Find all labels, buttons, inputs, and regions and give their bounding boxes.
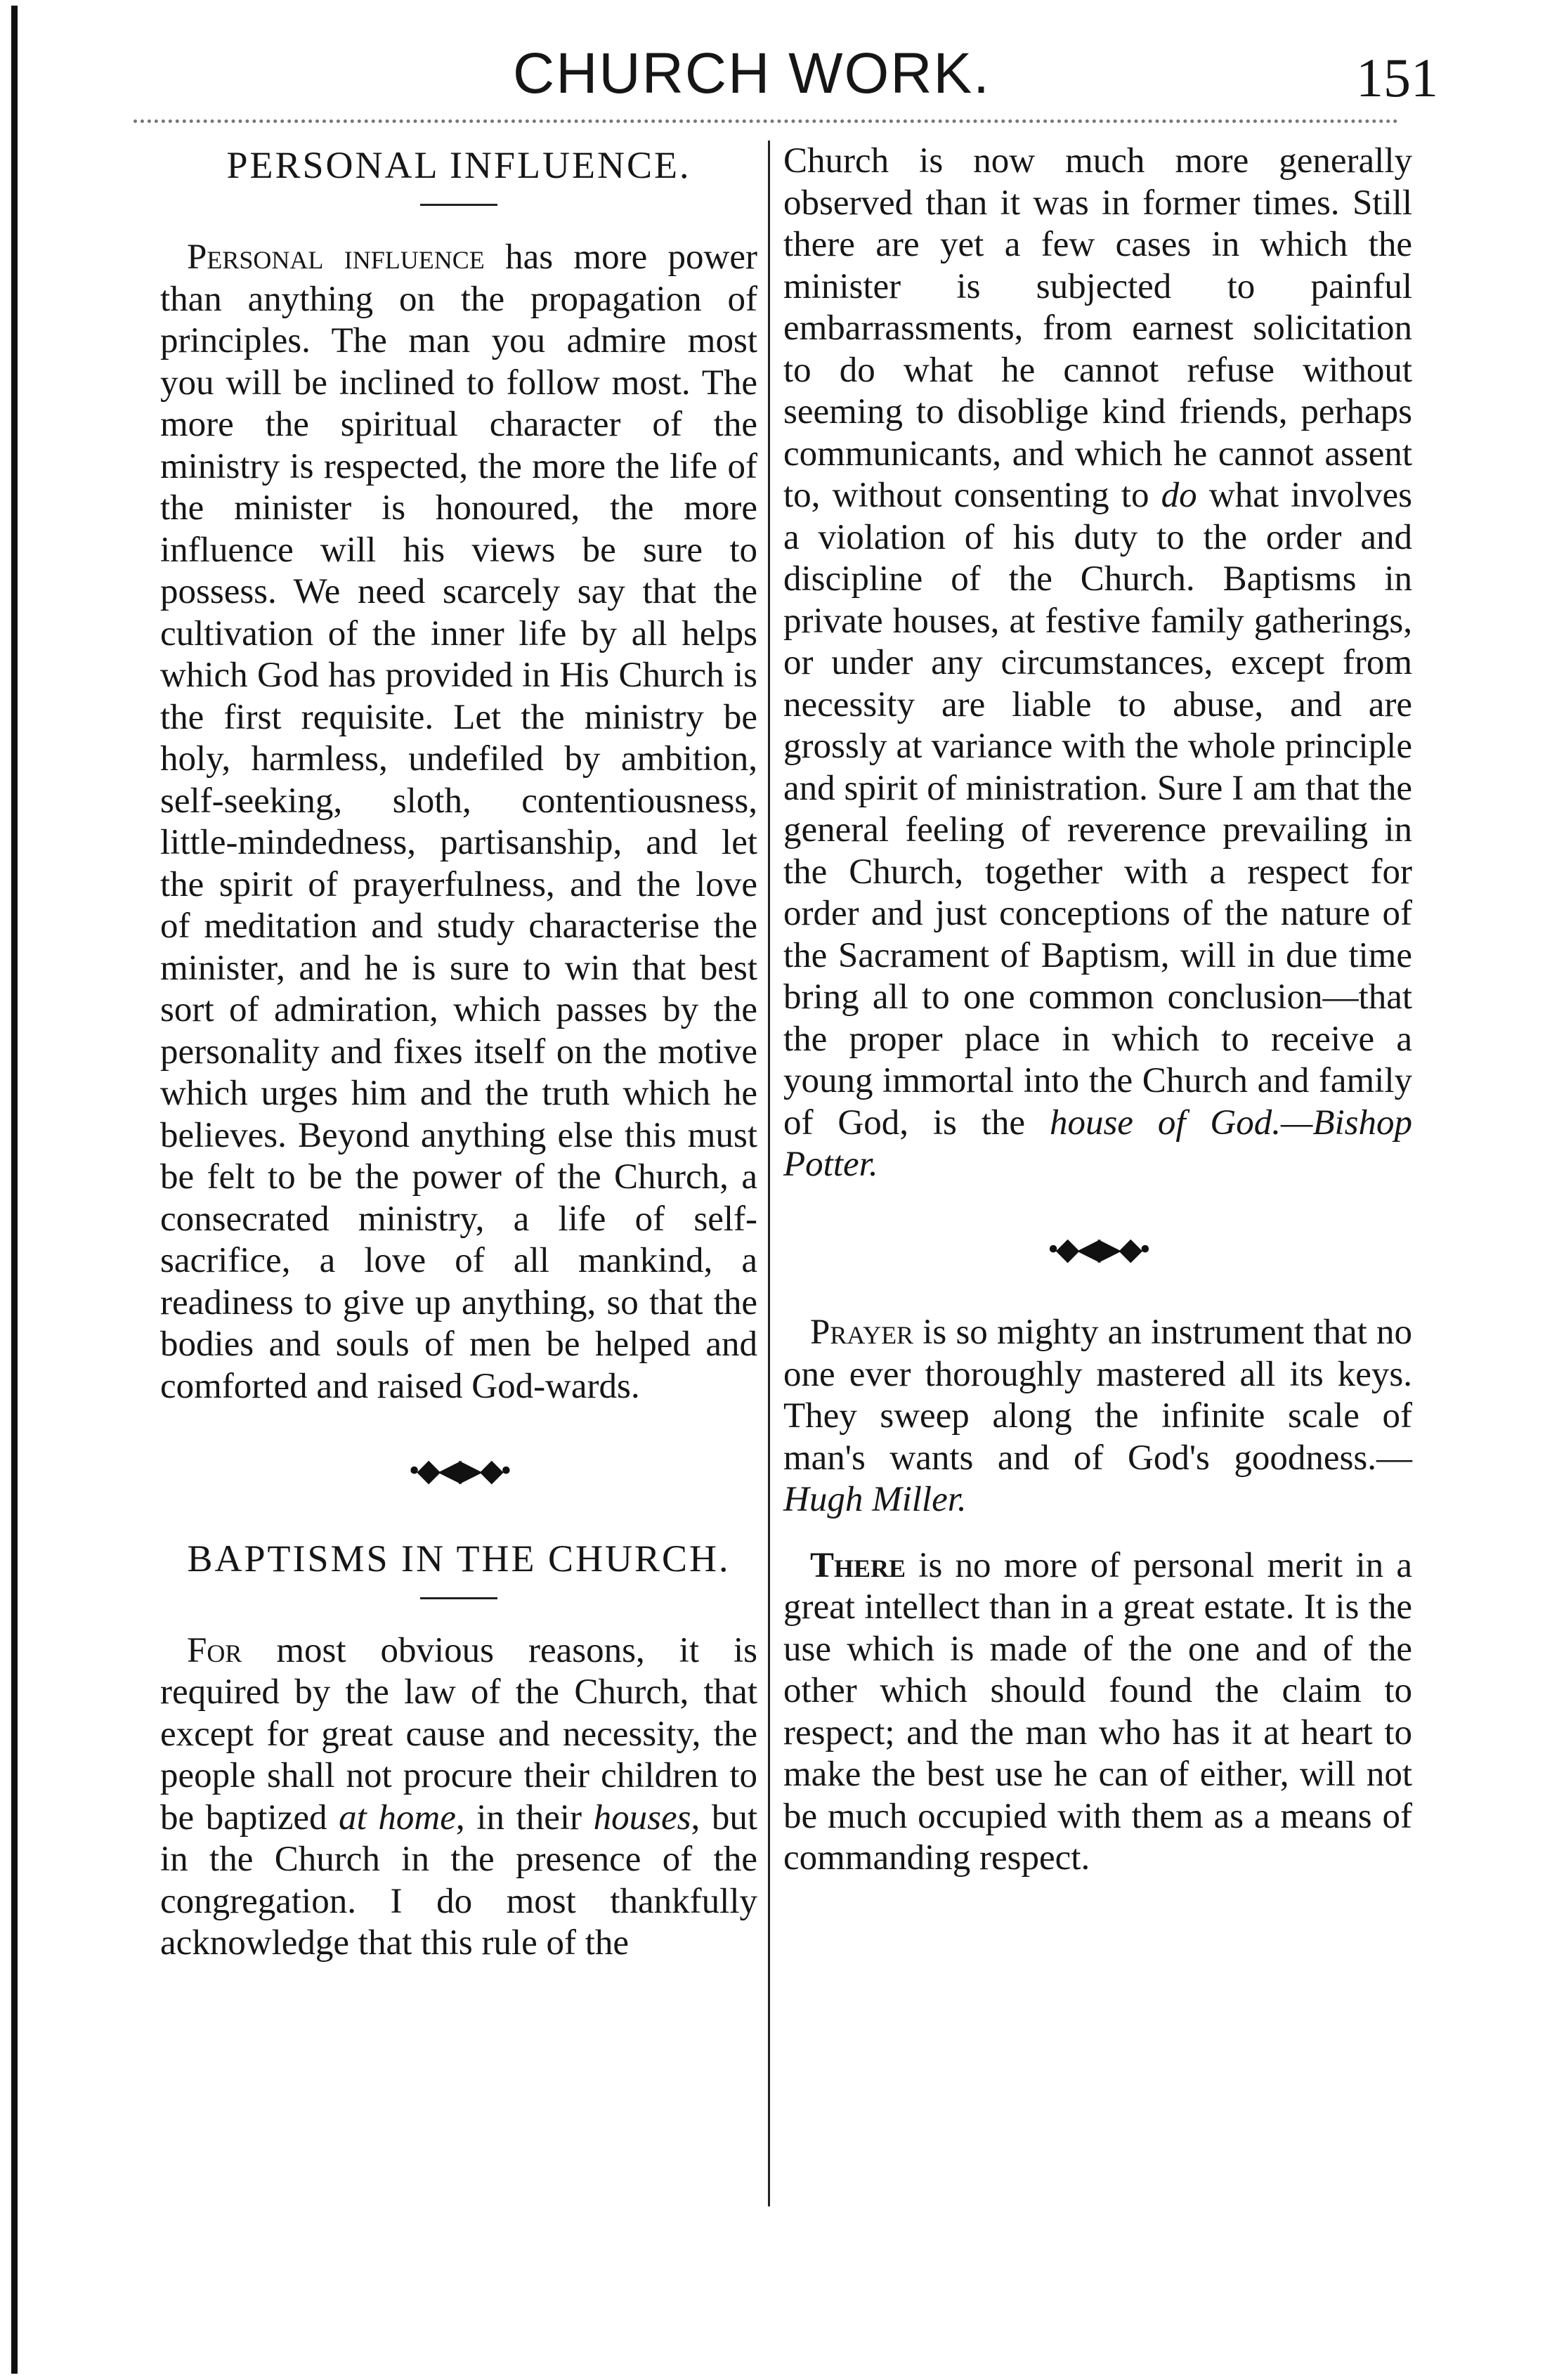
spacer	[783, 1521, 1412, 1545]
body-text: most obvious reasons, it is required by the law of the Church, that except for great cause and necessity, the people shall not procure their children to be baptized	[160, 1630, 758, 1838]
ornament-divider: •◆◀▶◆•	[1048, 1231, 1148, 1266]
title-rule	[420, 1597, 497, 1599]
article-title-baptisms: BAPTISMS IN THE CHURCH.	[187, 1537, 731, 1580]
lead-words: There	[810, 1545, 906, 1585]
attribution: .—Bishop Potter.	[783, 1103, 1412, 1184]
article-title-personal-influence: PERSONAL INFLUENCE.	[226, 144, 691, 186]
lead-words: For	[187, 1630, 242, 1670]
body-text: is so mighty an instrument that no one ever thoroughly mastered all its keys. They sweep along the infinite scale of man's wants and of God's goodness.—	[783, 1313, 1412, 1478]
body-text: what involves a violation of his duty to the order and discipline of the Church. Baptisms in private houses, at festive family gatherings, or under any circumstances, except from necessity are liable to abuse, and are grossly at variance with the whole principle and spirit of ministration. Sure I am that the general feeling of reverence prevailing in the Church, together with a respect for order and just conceptions of the nature of the Sacrament of Baptism, will in due time bring all to one common conclusion—that the proper place in which to receive a young immortal into the Church and family of God, is the	[783, 476, 1413, 1143]
attribution: Hugh Miller.	[783, 1480, 967, 1519]
emphasis-text: houses	[593, 1797, 691, 1838]
title-rule	[420, 204, 497, 206]
body-text: , but in the Church in the presence of the congregation. I do most thankfully acknowledge that this rule of the	[160, 1797, 758, 1963]
article-body-personal-influence	[160, 237, 757, 1407]
page-number: 151	[1356, 47, 1438, 108]
lead-words: Personal influence	[187, 238, 485, 277]
quote-prayer	[783, 1312, 1412, 1521]
ornament-divider: •◆◀▶◆•	[408, 1453, 509, 1488]
article-body-baptisms	[160, 1630, 757, 1965]
body-text: is no more of personal merit in a great intellect than in a great estate. It is the use which is made of the one and of the other which should found the claim to respect; and the man who has it at heart to make the best use he can of either, will not be much occupied with them as a means of commanding respect.	[783, 1545, 1413, 1878]
running-title: CHURCH WORK.	[513, 41, 991, 105]
emphasis-text: do	[1161, 476, 1197, 515]
emphasis-text: house of God	[1049, 1103, 1272, 1143]
emphasis-text: at home	[339, 1797, 456, 1838]
body-text: Church is now much more generally observed than it was in former times. Still there are yet a few cases in which the minister is subjected to painful embarrassments, from earnest solicitation to do what he cannot refuse without seeming to disoblige kind friends, perhaps communicants, and which he cannot assent to, without consenting to	[783, 141, 1412, 515]
body-text: has more power than anything on the propagation of principles. The man you admire most you will be inclined to follow most. The more the spiritual character of the ministry is respected, the more the life of the minister is honoured, the more influence will his views be sure to possess. We need scarcely say that the cultivation of the inner life by all helps which God has provided in His Church is the first requisite. Let the ministry be holy, harmless, undefiled by ambition, self-seeking, sloth, contentiousness, little-mindedness, partisanship, and let the spirit of prayerfulness, and the love of meditation and study characterise the minister, and he is sure to win that best sort of admiration, which passes by the personality and fixes itself on the motive which urges him and the truth which he believes. Beyond anything else this must be felt to be the power of the Church, a consecrated ministry, a life of self-sacrifice, a love of all mankind, a readiness to give up anything, so that the bodies and souls of men be helped and comforted and raised God-wards.	[160, 238, 758, 1406]
lead-words: Prayer	[810, 1313, 914, 1352]
body-text: , in their	[455, 1797, 582, 1838]
page-edge-rule	[11, 6, 18, 2374]
header-rule	[133, 119, 1398, 123]
left-column	[160, 141, 757, 1965]
column-divider	[768, 141, 770, 2206]
right-column	[783, 141, 1412, 1880]
page-header	[0, 35, 1545, 119]
quote-intellect	[783, 1545, 1412, 1880]
article-body-baptisms-continued	[783, 141, 1412, 1186]
